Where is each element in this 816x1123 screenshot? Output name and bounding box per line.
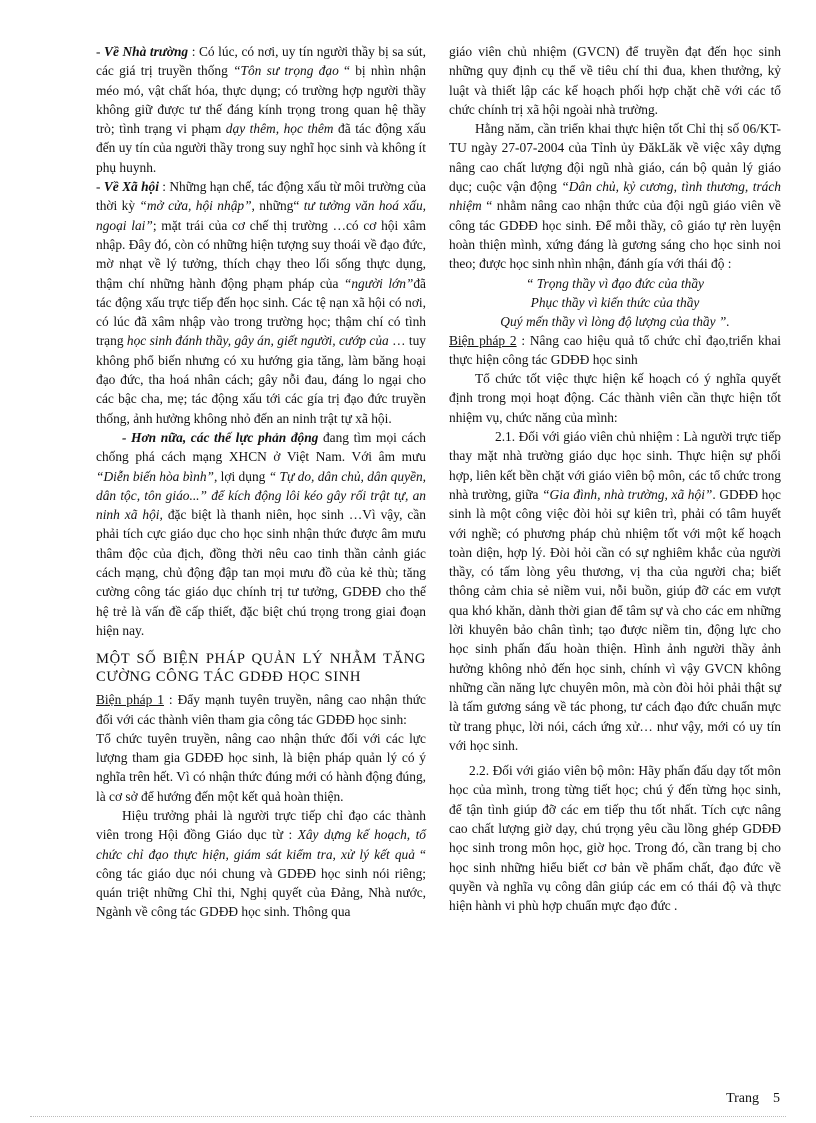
text: “ công tác giáo dục nói chung và GDĐĐ học sinh nói riêng; quán triệt những Chỉ thi, Nghị quyết của Đảng, Nhà nước, Ngành về công tác GDĐĐ học sinh. Thông qua xyxy=(96,846,426,920)
text: đang tìm mọi cách chống phá cách mạng XHCN ở Việt Nam. Với âm mưu xyxy=(96,429,426,465)
italic-text: Xây dựng kế hoạch, tổ chức chỉ đạo thực hiện, giám sát kiểm tra, xử lý kết quả xyxy=(96,827,426,862)
text: : Những hạn chế, tác động xấu từ môi trường của thời kỳ xyxy=(96,179,426,214)
italic-text: “người lớn” xyxy=(343,275,414,291)
left-column xyxy=(96,42,426,922)
italic-text: “Tôn sư trọng đạo xyxy=(233,63,339,79)
paragraph-homeroom xyxy=(449,427,781,755)
text: : Đẩy mạnh tuyên truyền, nâng cao nhận thức đối với các thành viên tham gia công tác GDĐĐ học sinh: xyxy=(96,692,426,727)
text: ; mặt trái của cơ chế thị trường …có cơ hội xâm nhập. Đây đó, còn có những hiện tượng suy thoái về đạo đức, mờ nhạt về lý tưởng, thích chạy theo lối sống thực dụng, thậm chí những hành động phạm pháp của xyxy=(96,217,427,291)
italic-text: “Gia đình, nhà trường, xã hội” xyxy=(542,486,713,502)
italic-text: “ Tự do, dân chủ, dân quyền, dân tộc, tôn giáo...” để kích động lôi kéo gây rối trật tự, an ninh xã hội, xyxy=(96,468,427,523)
text: đã tác động xấu trực tiếp đến học sinh. Các tệ nạn xã hội có nơi, có lúc đã xâm nhập vào trong trường học; thậm chí có tình trạng xyxy=(96,275,426,349)
quote-block xyxy=(449,274,781,331)
quote-line: “ Trọng thầy vì đạo đức của thầy xyxy=(525,275,705,291)
measure-2-label: Biện pháp 2 xyxy=(449,332,517,348)
label-school: Về Nhà trường xyxy=(104,44,189,59)
measure-1 xyxy=(96,690,426,729)
text: Hằng năm, cần triển khai thực hiện tốt Chỉ thị số 06/KT-TU ngày 27-07-2004 của Tỉnh ủy ĐăkLăk về việc xây dựng nâng cao chất lượng đội ngũ nhà giáo, cán bộ quản lý giáo dục; cuộc vận động xyxy=(449,121,781,195)
page-footer xyxy=(712,1091,780,1107)
text: … tuy không phổ biến nhưng có xu hướng gia tăng, làm băng hoại đạo đức, tha hoá nhân cách; gây nỗi đau, đáng lo ngại cho các bậc cha, mẹ; tác động xấu tới các gía trị đạo đức truyền thống, ảnh hưởng không nhỏ đến an ninh trật tự xã hội. xyxy=(96,333,426,426)
text: , lợi dụng xyxy=(213,468,269,484)
dash: - xyxy=(96,44,105,59)
label-reactionary: - Hơn nữa, các thế lực phản động xyxy=(122,429,319,445)
italic-text: tư tưởng văn hoá xấu, ngoại lai” xyxy=(96,198,427,233)
label-society: Về Xã hội xyxy=(103,179,159,195)
paragraph-subject-teacher: 2.2. Đối với giáo viên bộ môn: Hãy phấn đấu dạy tốt môn học của mình, trong từng tiết học; chú ý đến từng học sinh, để tận tình giúp đỡ các em tiếp thu tốt nhất. Tích cực nâng cao chất lượng giờ dạy, chú trọng yêu cầu lồng ghép GDĐĐ học sinh trong môn học, giờ học. Trong đó, cần trang bị cho học sinh những hiểu biết cơ bản về phẩm chất, đạo đức về quyền và nghĩa vụ công dân giúp các em có thái độ và thực hiện hành vi phù hợp chuẩn mực đạo đức . xyxy=(449,763,781,914)
text: đã tác động xấu đến uy tín của người thầy trong suy nghĩ học sinh và không ít phụ huynh. xyxy=(96,121,426,175)
dash: - xyxy=(96,179,104,195)
text: : Nâng cao hiệu quả tổ chức chỉ đạo,triển khai thực hiện công tác GDĐĐ học sinh xyxy=(449,332,782,367)
italic-text: học sinh đánh thầy, gây án, giết người, cướp của xyxy=(126,333,389,349)
text: đặc biệt là thanh niên, học sinh …Vì vậy, cần phải tích cực giáo dục cho học sinh nhận thức được âm mưu thâm độc của địch, đồng thời nêu cao tinh thần cảnh giác cách mạng, chủ động đập tan mọi mưu đồ của kẻ thù; tăng cường công tác giáo dục chính trị tư tưởng, GDĐĐ cho thế hệ trẻ là vấn đề cấp thiết, đặc biệt chú trọng trong giai đoạn hiện nay. xyxy=(96,507,426,638)
text: 2.1. Đối với giáo viên chủ nhiệm : Là người trực tiếp thay mặt nhà trường giáo dục học sinh. Thực hiện sự phối hợp, liên kết bền chặt với giáo viên bộ môn, các tổ chức trong nhà trường, giữa xyxy=(449,429,781,502)
text: . GDĐĐ học sinh là một công việc đòi hỏi sự kiên trì, phải có tâm huyết với nghề; có phương pháp chủ nhiệm tốt với một kế hoạch toàn diện, hợp lý. Đòi hỏi cần có sự nghiêm khắc của người thầy, có tấm lòng yêu thương, vị tha của người cha; biết thông cảm chia sẻ niềm vui, nỗi buồn, giúp đỡ các em vượt qua khó khăn, dành thời gian để tâm sự và cho các em những lời khuyên bảo chân tình; tạo được niềm tin, động lực cho học sinh phấn đấu hoàn thiện. Hình ảnh người thầy ảnh hưởng không nhỏ đến học sinh, chính vì vậy GVCN không những cần năng lực chuyên môn, mà còn đòi hỏi phải thật sự là tấm gương sáng về tác phong, tư cách đạo đức chuẩn mực từ trang phục, lời nói, cách ứng xử… như vậy, mới có uy tín với học sinh. xyxy=(449,486,781,753)
paragraph-gvcn: giáo viên chủ nhiệm (GVCN) để truyền đạt đến học sinh những quy định cụ thể về tiêu chí thi đua, khen thưởng, kỷ luật và thiết lập các kế hoạch phối hợp chặt chẽ với các tổ chức chính trị xã hội ngoài nhà trường. xyxy=(449,44,781,117)
text: Hiệu trưởng phải là người trực tiếp chỉ đạo các thành viên trong Hội đồng Giáo dục từ : xyxy=(96,807,426,843)
italic-text: “Diễn biến hòa bình” xyxy=(96,468,214,484)
text: , những“ xyxy=(251,198,304,214)
section-heading: MỘT SỐ BIỆN PHÁP QUẢN LÝ NHẰM TĂNG CƯỜNG CÔNG TÁC GDĐĐ HỌC SINH xyxy=(96,651,426,686)
measure-1-label: Biện pháp 1 xyxy=(96,692,164,708)
paragraph-propaganda: Tổ chức tuyên truyền, nâng cao nhận thức đối với các lực lượng tham gia GDĐĐ học sinh, là biện pháp quản lý có ý nghĩa trên hết. Vì có nhận thức đúng mới có hành động đúng, là cơ sở để hướng đến một kết quả hoàn thiện. xyxy=(96,730,426,804)
paragraph-directive xyxy=(449,119,781,273)
italic-text: “mở cửa, hội nhập” xyxy=(139,198,252,214)
paragraph-reactionary xyxy=(96,428,426,640)
page-label: Trang xyxy=(726,1091,759,1106)
right-column xyxy=(449,42,781,915)
paragraph-principal xyxy=(96,806,426,922)
text: “ bị nhìn nhận méo mó, vật chất hóa, thực dụng; có trường hợp người thầy không giữ được tư thế đáng kính trọng trong quan hệ thầy trò; tình trạng vi phạm xyxy=(96,63,427,137)
italic-text: “Dân chủ, kỷ cương, tình thương, trách nhiệm xyxy=(449,179,782,214)
quote-line: Phục thầy vì kiến thức của thầy xyxy=(530,294,700,310)
paragraph-school xyxy=(96,42,426,177)
paragraph-organize: Tổ chức tốt việc thực hiện kế hoạch có ý nghĩa quyết định trong mọi hoạt động. Các thành viên cần thực hiện tốt nhiệm vụ, chức năng của mình: xyxy=(449,371,781,425)
text: : Có lúc, có nơi, uy tín người thầy bị sa sút, các giá trị truyền thống xyxy=(96,44,426,79)
paragraph-society xyxy=(96,177,426,428)
footer-divider xyxy=(30,1116,786,1117)
measure-2 xyxy=(449,331,781,370)
page-number: 5 xyxy=(773,1091,780,1106)
quote-line: Quý mến thầy vì lòng độ lượng của thầy ”. xyxy=(500,313,730,329)
italic-text: dạy thêm, học thêm xyxy=(225,121,334,137)
text: “ nhằm nâng cao nhận thức của đội ngũ giáo viên về công tác GDĐĐ học sinh. Để mỗi thầy, cô giáo tự rèn luyện hoàn thiện mình, xứng đáng là gương sáng cho học sinh noi theo; được học sinh nhìn nhận, đánh gía với thái độ : xyxy=(449,198,781,272)
